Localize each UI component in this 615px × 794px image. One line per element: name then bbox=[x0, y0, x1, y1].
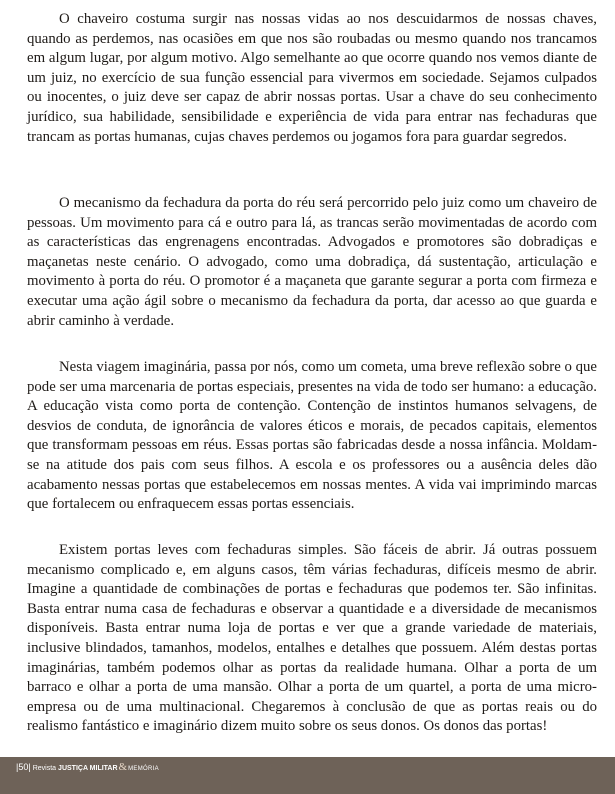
body-paragraph-3: Nesta viagem imaginária, passa por nós, como um cometa, uma breve reflexão sobre o que pode ser uma marcenaria de portas especiais, presentes na vida de todo ser humano: a educação. A educação vista como porta de contenção. Contenção de instintos humanos selvagens, de desvios de conduta, de ignorância de valores éticos e morais, de pecados capitais, elementos que transformam pessoas em réus. Essas portas são fabricadas desde a nossa infância. Moldam-se na atitude dos pais com seus filhos. A escola e os professores ou a ausência deles dão acabamento nessas portas que estabelecemos em nossas mentes. A vida vai imprimindo marcas que fortalecem ou enfraquecem essas portas essenciais. bbox=[27, 359, 597, 513]
body-paragraph-4: Existem portas leves com fechaduras simples. São fáceis de abrir. Já outras possuem mecanismo complicado e, em alguns casos, têm várias fechaduras, difíceis mesmo de abrir. Imagine a quantidade de combinações de portas e fechaduras que podemos ter. São infinitas. Basta entrar numa casa de fechaduras e observar a quantidade e a diversidade de mecanismos disponíveis. Basta entrar numa loja de portas e ver que a grande variedade de materiais, inclusive blindados, tamanhos, modelos, entalhes e detalhes que possuem. Além destas portas imaginárias, também podemos olhar as portas da realidade humana. Olhar a porta de um barraco e olhar a porta de uma mansão. Olhar a porta de um quartel, a porta de uma micro-empresa ou de uma multinacional. Chegaremos à conclusão de que as portas reais ou do realismo fantástico e imaginário dizem muito sobre os seus donos. Os donos das portas! bbox=[27, 542, 597, 735]
page-number: 50 bbox=[18, 762, 29, 772]
footer-journal-title: JUSTIÇA MILITAR bbox=[58, 765, 118, 772]
footer-ampersand: & bbox=[118, 761, 128, 773]
footer-masthead bbox=[16, 761, 159, 773]
footer-separator: | bbox=[16, 762, 19, 772]
footer-separator-2: | bbox=[28, 762, 31, 772]
body-paragraph-2: O mecanismo da fechadura da porta do réu será percorrido pelo juiz como um chaveiro de pessoas. Um movimento para cá e outro para lá, as trancas serão movimentadas de acordo com as características das engrenagens encontradas. Advogados e promotores são dobradiças e maçanetas neste cenário. O advogado, como uma dobradiça, dá sustentação, articulação e movimento à porta do réu. O promotor é a maçaneta que garante segurar a porta com firmeza e executar uma ação ágil sobre o mecanismo da fechadura da porta, dar acesso ao que guarda e abrir caminho à verdade. bbox=[27, 195, 597, 329]
page-footer bbox=[0, 757, 615, 794]
body-paragraph-1: O chaveiro costuma surgir nas nossas vidas ao nos descuidarmos de nossas chaves, quando as perdemos, nas ocasiões em que nos são roubadas ou mesmo quando nos trancamos em algum lugar, por algum motivo. Algo semelhante ao que ocorre quando nos vemos diante de um juiz, no exercício de sua função essencial para vivermos em sociedade. Sejamos culpados ou inocentes, o juiz deve ser capaz de abrir nossas portas. Usar a chave do seu conhecimento jurídico, sua habilidade, sensibilidade e experiência de vida para entrar nas fechaduras que trancam as portas humanas, cujas chaves perdemos ou jogamos fora para guardar segredos. bbox=[27, 11, 597, 145]
footer-memoria-label: MEMÓRIA bbox=[128, 766, 159, 772]
footer-revista-label: Revista bbox=[32, 765, 57, 772]
